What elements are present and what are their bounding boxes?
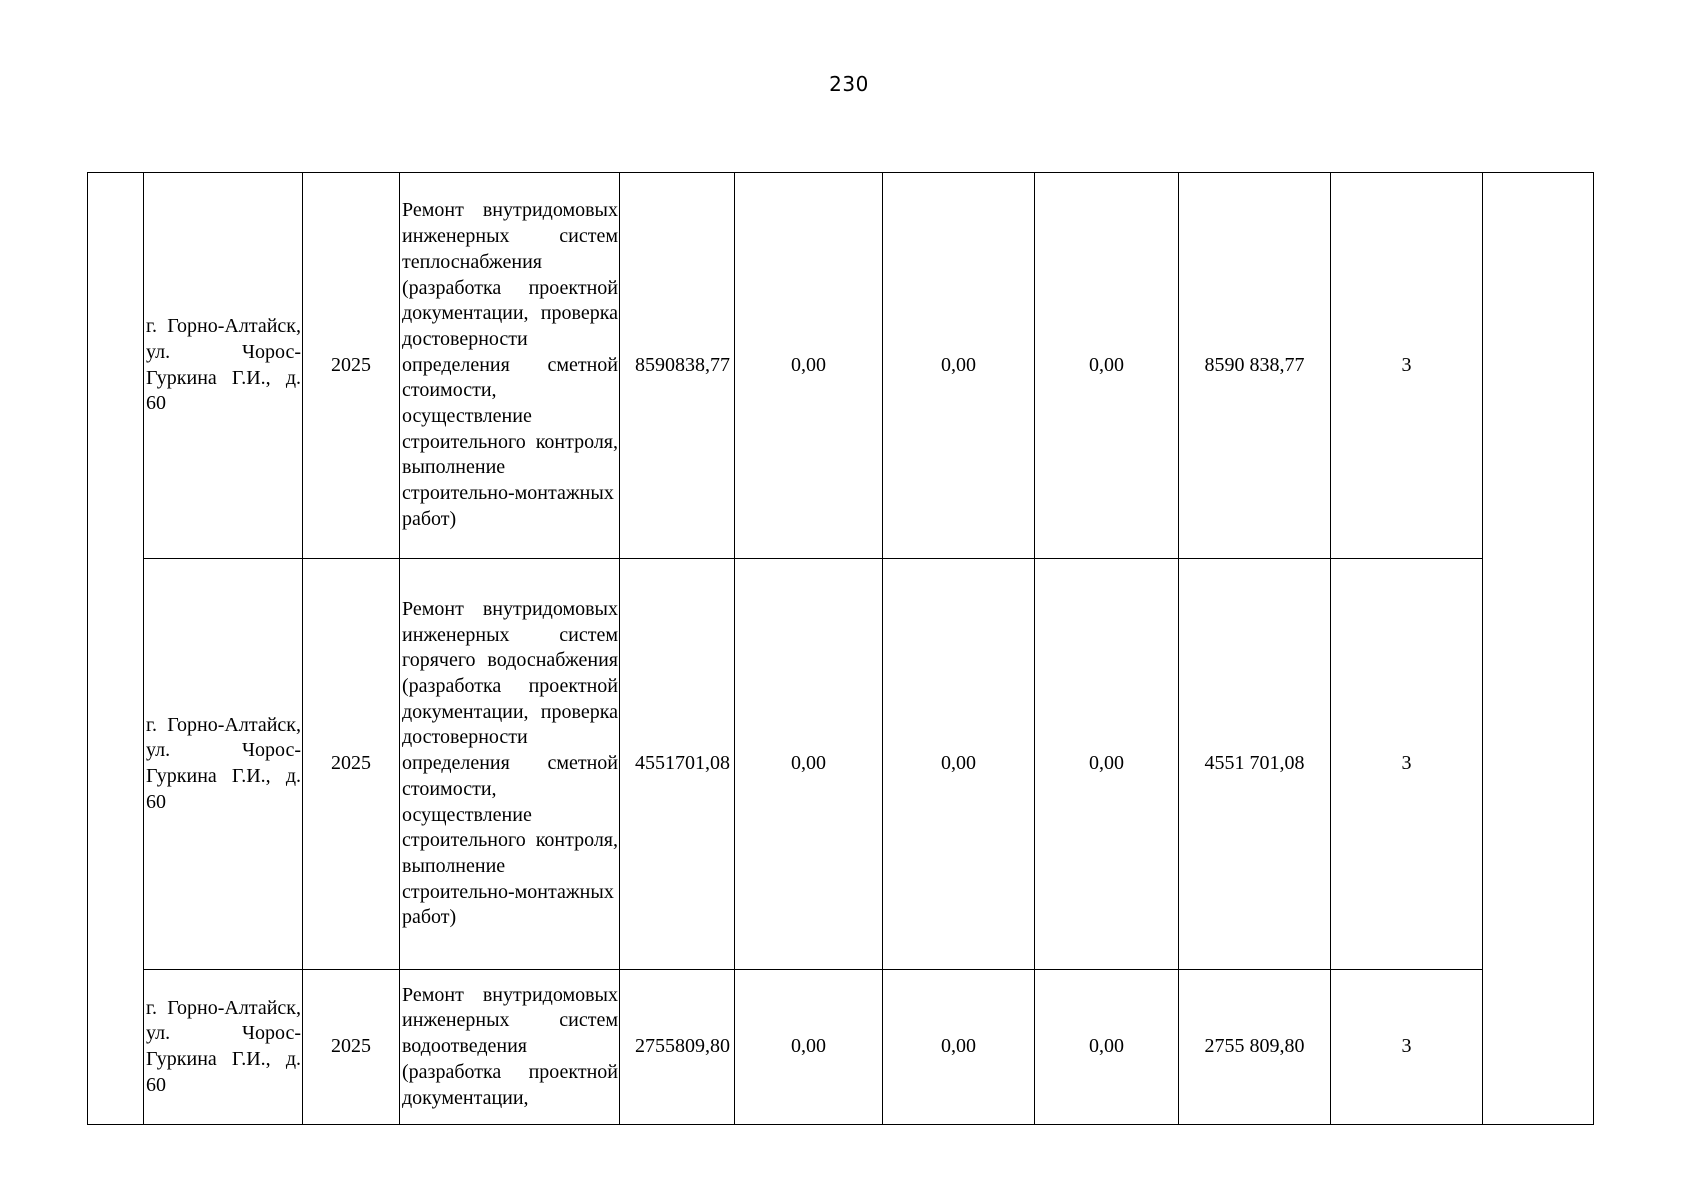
stage-cell: 3	[1331, 559, 1483, 970]
fund-a-cell: 0,00	[735, 559, 883, 970]
fund-b-cell: 0,00	[883, 173, 1035, 559]
address-cell: г. Горно-Алтайск, ул. Чорос-Гуркина Г.И., д. 60	[144, 173, 303, 559]
notes-cell	[1483, 173, 1594, 1125]
stage-cell: 3	[1331, 970, 1483, 1125]
owners-funds-cell: 4551 701,08	[1179, 559, 1331, 970]
row-number-cell	[88, 173, 144, 1125]
work-description-cell	[400, 173, 620, 559]
table-row	[88, 173, 1594, 559]
total-cost-cell: 2755809,80	[620, 970, 735, 1125]
fund-c-cell: 0,00	[1035, 173, 1179, 559]
address-cell: г. Горно-Алтайск, ул. Чорос-Гуркина Г.И., д. 60	[144, 559, 303, 970]
work-description-text: Ремонт внутридомовых инженерных систем теплоснабжения (разработка проектной документации, проверка достоверности определения сметной стоимости, осуществление строительного контроля, выполнение строительно-монтажных работ)	[402, 199, 618, 530]
owners-funds-cell: 8590 838,77	[1179, 173, 1331, 559]
total-cost-cell: 8590838,77	[620, 173, 735, 559]
work-description-cell	[400, 970, 620, 1125]
total-cost-cell: 4551701,08	[620, 559, 735, 970]
fund-a-cell: 0,00	[735, 173, 883, 559]
capital-repair-table	[87, 172, 1594, 1125]
table-row	[88, 970, 1594, 1125]
page-number: 230	[829, 72, 869, 96]
address-cell: г. Горно-Алтайск, ул. Чорос-Гуркина Г.И., д. 60	[144, 970, 303, 1125]
work-description-text: Ремонт внутридомовых инженерных систем горячего водоснабжения (разработка проектной документации, проверка достоверности определения сметной стоимости, осуществление строительного контроля, выполнение строительно-монтажных работ)	[402, 597, 618, 929]
year-cell: 2025	[303, 559, 400, 970]
owners-funds-cell: 2755 809,80	[1179, 970, 1331, 1125]
work-description-cell	[400, 559, 620, 970]
fund-c-cell: 0,00	[1035, 970, 1179, 1125]
stage-cell: 3	[1331, 173, 1483, 559]
year-cell: 2025	[303, 173, 400, 559]
fund-b-cell: 0,00	[883, 970, 1035, 1125]
work-description-text: Ремонт внутридомовых инженерных систем водоотведения (разработка проектной документации,	[402, 983, 618, 1109]
fund-c-cell: 0,00	[1035, 559, 1179, 970]
fund-a-cell: 0,00	[735, 970, 883, 1125]
table-row	[88, 559, 1594, 970]
fund-b-cell: 0,00	[883, 559, 1035, 970]
year-cell: 2025	[303, 970, 400, 1125]
